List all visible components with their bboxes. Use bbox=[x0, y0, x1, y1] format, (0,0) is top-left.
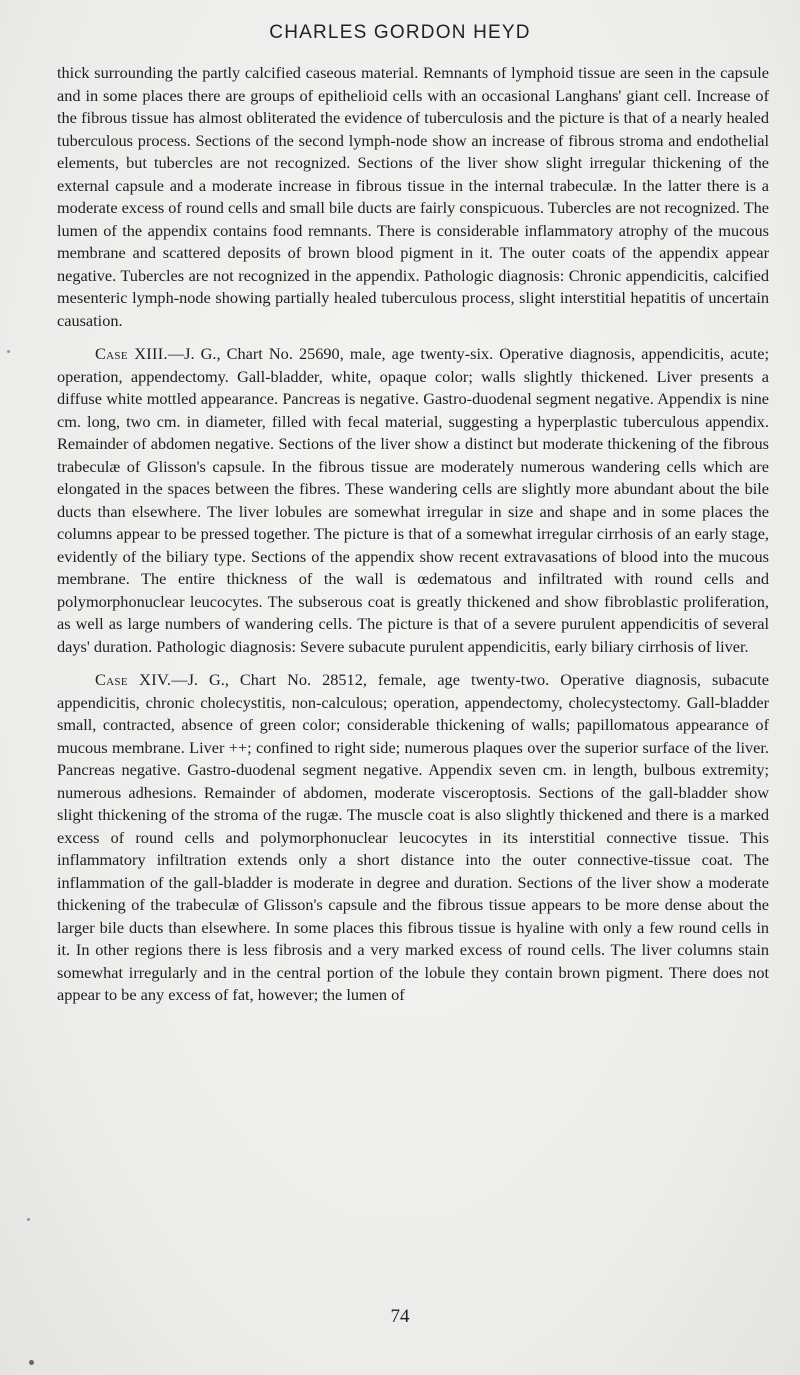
case-xiv-text: —J. G., Chart No. 28512, female, age twenty-two. Operative diagnosis, subacute appendicitis, chronic cholecystitis, non-calculous; operation, appendectomy, cholecystectomy. Gall-bladder small, contracted, absence of green color; considerable thickening of walls; papillomatous appearance of mucous membrane. Liver ++; confined to right side; numerous plaques over the superior surface of the liver. Pancreas negative. Gastro-duodenal segment negative. Appendix seven cm. in length, bulbous extremity; numerous adhesions. Remainder of abdomen, moderate visceroptosis. Sections of the gall-bladder show slight thickening of the stroma of the rugæ. The muscle coat is also slightly thickened and there is a marked excess of round cells and polymorphonuclear leucocytes in its interstitial connective tissue. This inflammatory infiltration extends only a short distance into the outer connective-tissue coat. The inflammation of the gall-bladder is moderate in degree and duration. Sections of the liver show a moderate thickening of the trabeculæ of Glisson's capsule and the fibrous tissue appears to be more dense about the larger bile ducts than elsewhere. In some places this fibrous tissue is hyaline with only a few round cells in it. In other regions there is less fibrosis and a very marked excess of round cells. The liver columns stain somewhat irregularly and in the central portion of the lobule they contain brown pigment. There does not appear to be any excess of fat, however; the lumen of bbox=[57, 670, 769, 1004]
paragraph-case-xiii bbox=[57, 343, 769, 658]
case-xiv-label: Case XIV. bbox=[95, 670, 172, 689]
running-head: CHARLES GORDON HEYD bbox=[269, 22, 531, 43]
paper-speck bbox=[29, 1360, 34, 1365]
case-xiii-text: —J. G., Chart No. 25690, male, age twenty-six. Operative diagnosis, appendicitis, acute; operation, appendectomy. Gall-bladder, white, opaque color; walls slightly thickened. Liver presents a diffuse white mottled appearance. Pancreas is negative. Gastro-duodenal segment negative. Appendix is nine cm. long, two cm. in diameter, filled with fecal material, suggesting a hyperplastic tuberculous appendix. Remainder of abdomen negative. Sections of the liver show a distinct but moderate thickening of the fibrous trabeculæ of Glisson's capsule. In the fibrous tissue are moderately numerous wandering cells which are elongated in the spaces between the fibres. These wandering cells are slightly more abundant about the bile ducts than elsewhere. The liver lobules are somewhat irregular in size and shape and in some places the columns appear to be pressed together. The picture is that of a somewhat irregular cirrhosis of an early stage, evidently of the biliary type. Sections of the appendix show recent extravasations of blood into the mucous membrane. The entire thickness of the wall is œdematous and infiltrated with round cells and polymorphonuclear leucocytes. The subserous coat is greatly thickened and show fibroblastic proliferation, as well as large numbers of wandering cells. The picture is that of a severe purulent appendicitis of several days' duration. Pathologic diagnosis: Severe subacute purulent appendicitis, early biliary cirrhosis of liver. bbox=[57, 344, 769, 656]
paragraph-case-xiv bbox=[57, 669, 769, 1007]
body-text bbox=[57, 62, 769, 1007]
paper-speck bbox=[7, 350, 10, 353]
paragraph-continuation: thick surrounding the partly calcified caseous material. Remnants of lymphoid tissue are seen in the capsule and in some places there are groups of epithelioid cells with an occasional Langhans' giant cell. Increase of the fibrous tissue has almost obliterated the evidence of tuberculosis and the picture is that of a nearly healed tuberculous process. Sections of the second lymph-node show an increase of fibrous stroma and endothelial elements, but tubercles are not recognized. Sections of the liver show slight irregular thickening of the external capsule and a moderate increase in fibrous tissue in the internal trabeculæ. In the latter there is a moderate excess of round cells and small bile ducts are fairly conspicuous. Tubercles are not recognized. The lumen of the appendix contains food remnants. There is considerable inflammatory atrophy of the mucous membrane and scattered deposits of brown blood pigment in it. The outer coats of the appendix appear negative. Tubercles are not recognized in the appendix. Pathologic diagnosis: Chronic appendicitis, calcified mesenteric lymph-node showing partially healed tuberculous process, slight interstitial hepatitis of uncertain causation. bbox=[57, 63, 769, 330]
paper-speck bbox=[27, 1218, 30, 1221]
case-xiii-label: Case XIII. bbox=[95, 344, 168, 363]
page-number: 74 bbox=[390, 1306, 410, 1327]
